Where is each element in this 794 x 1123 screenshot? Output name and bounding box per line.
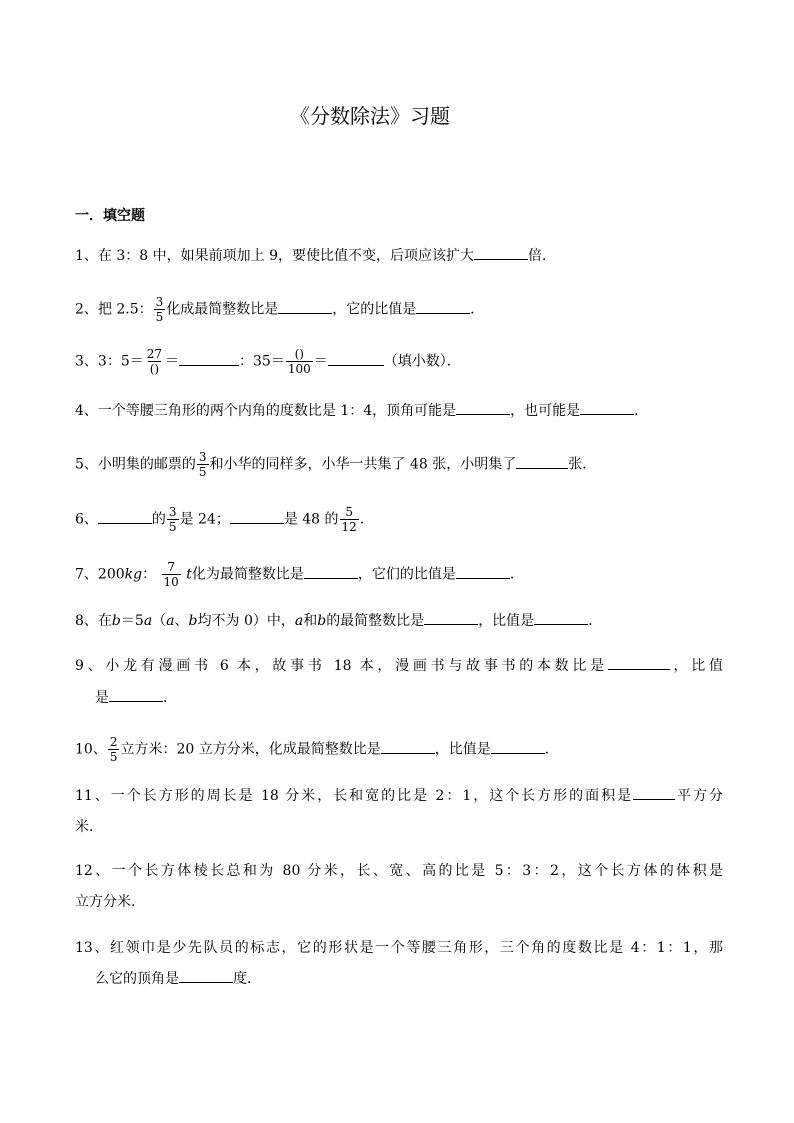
answer-blank[interactable] xyxy=(109,687,163,702)
question-7: 7、200kg： $\frac{7}{10}$ t化为最简整数比是 ，它们的比值是 ． xyxy=(75,560,524,589)
fraction: $\frac{5}{12}$ xyxy=(341,505,357,534)
answer-blank[interactable] xyxy=(179,968,233,983)
answer-blank[interactable] xyxy=(534,610,588,625)
answer-blank[interactable] xyxy=(381,739,435,754)
answer-blank[interactable] xyxy=(230,509,284,524)
document-title: 《分数除法》习题 xyxy=(290,104,450,128)
fraction: $\frac{()}{100}$ xyxy=(287,347,311,376)
section-heading: 一．填空题 xyxy=(75,208,145,224)
answer-blank[interactable] xyxy=(633,785,675,800)
fraction: $\frac{3}{5}$ xyxy=(198,450,207,479)
answer-blank[interactable] xyxy=(179,351,239,366)
question-12-continued: 立方分米． xyxy=(75,894,145,910)
answer-blank[interactable] xyxy=(456,564,510,579)
fraction: $\frac{3}{5}$ xyxy=(168,505,177,534)
question-11: 11、一个长方形的周长是 18 分米，长和宽的比是 2：1，这个长方形的面积是 平方分 xyxy=(75,785,723,807)
fraction: $\frac{3}{5}$ xyxy=(155,295,164,324)
fraction: $\frac{27}{()}$ xyxy=(146,347,163,376)
fraction: $\frac{7}{10}$ xyxy=(163,560,179,589)
answer-blank[interactable] xyxy=(608,655,670,670)
answer-blank[interactable] xyxy=(416,299,470,314)
answer-blank[interactable] xyxy=(516,454,568,469)
question-10: 10、 $\frac{2}{5}$ 立方米：20 立方分米，化成最简整数比是 ，比值是 ． xyxy=(75,735,559,764)
answer-blank[interactable] xyxy=(278,299,332,314)
answer-blank[interactable] xyxy=(424,610,478,625)
question-4: 4、一个等腰三角形的两个内角的度数比是 1：4，顶角可能是 ，也可能是 ． xyxy=(75,400,723,422)
question-8: 8、在b＝5a（a、b均不为 0）中，a和b的最简整数比是 ，比值是 ． xyxy=(75,610,723,632)
question-5: 5、小明集的邮票的 $\frac{3}{5}$ 和小华的同样多，小华一共集了 48 张，小明集了 张． xyxy=(75,450,597,479)
answer-blank[interactable] xyxy=(328,351,384,366)
question-3: 3、3：5＝ $\frac{27}{()}$ ＝ ：35＝ $\frac{()}{100}$ ＝ （填小数）． xyxy=(75,347,461,376)
question-9: 9、小龙有漫画书 6 本，故事书 18 本，漫画书与故事书的本数比是 ，比值 xyxy=(75,655,723,677)
question-13: 13、红领巾是少先队员的标志，它的形状是一个等腰三角形，三个角的度数比是 4：1：1，那 xyxy=(75,940,723,956)
answer-blank[interactable] xyxy=(580,400,634,415)
question-2: 2、把 2.5： $\frac{3}{5}$ 化成最简整数比是 ，它的比值是 ． xyxy=(75,295,485,324)
question-6: 6、 的 $\frac{3}{5}$ 是 24； 是 48 的 $\frac{5}{12}$ ． xyxy=(75,505,374,534)
answer-blank[interactable] xyxy=(98,509,152,524)
answer-blank[interactable] xyxy=(456,400,510,415)
answer-blank[interactable] xyxy=(304,564,358,579)
question-12: 12、一个长方体棱长总和为 80 分米，长、宽、高的比是 5：3：2，这个长方体的体积是 xyxy=(75,863,723,879)
fraction: $\frac{2}{5}$ xyxy=(109,735,118,764)
question-13-continued: 么它的顶角是 度． xyxy=(95,968,261,990)
question-11-continued: 米． xyxy=(75,819,103,835)
question-9-continued: 是 ． xyxy=(95,687,177,709)
question-1: 1、在 3：8 中，如果前项加上 9，要使比值不变，后项应该扩大 倍． xyxy=(75,245,723,267)
answer-blank[interactable] xyxy=(474,245,528,260)
answer-blank[interactable] xyxy=(491,739,545,754)
